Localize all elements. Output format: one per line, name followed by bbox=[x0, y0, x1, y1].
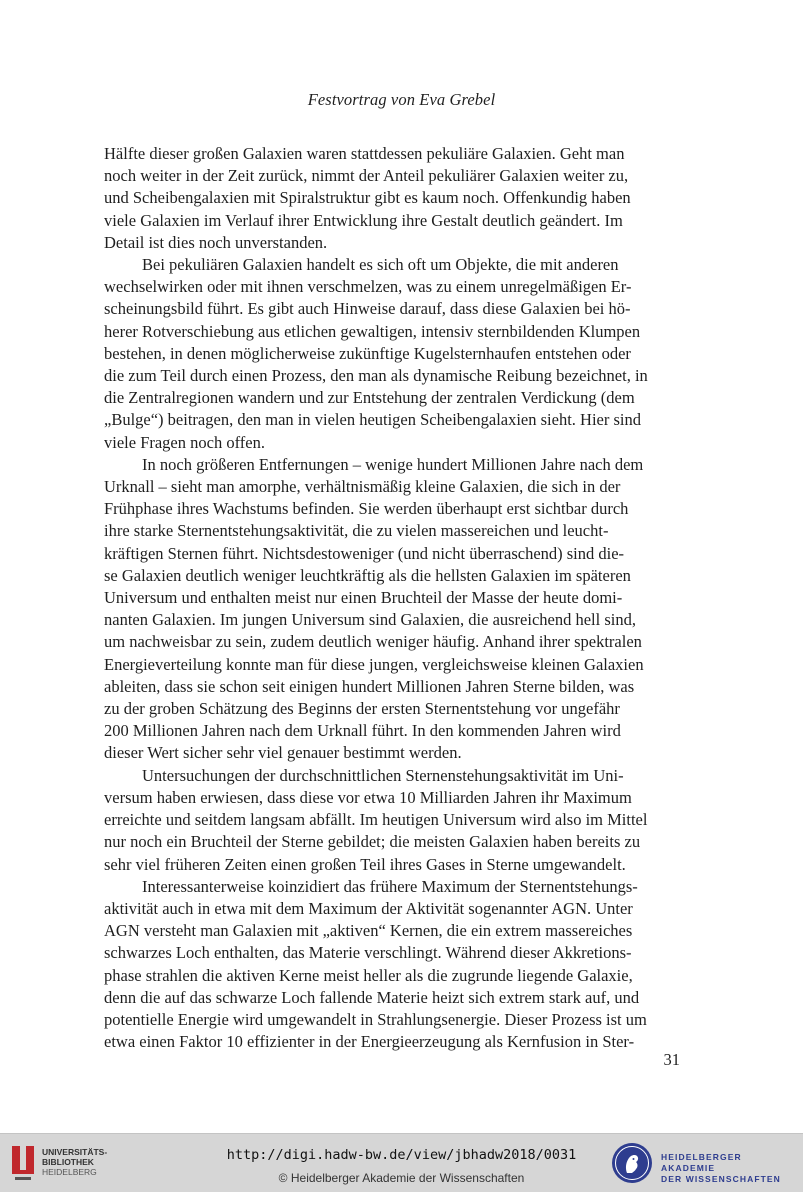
text-line: schwarzes Loch enthalten, das Materie verschlingt. Während dieser Akkretions- bbox=[104, 943, 632, 963]
page-number: 31 bbox=[663, 1050, 680, 1069]
text-line: Urknall – sieht man amorphe, verhältnismäßig kleine Galaxien, die sich in der bbox=[104, 477, 621, 497]
text-line: Frühphase ihres Wachstums befinden. Sie werden überhaupt erst sichtbar durch bbox=[104, 499, 629, 519]
text-line: Interessanterweise koinzidiert das frühere Maximum der Sternentstehungs- bbox=[142, 876, 638, 896]
text-line: 200 Millionen Jahren nach dem Urknall führt. In den kommenden Jahren wird bbox=[104, 721, 621, 741]
copyright-notice: © Heidelberger Akademie der Wissenschaften bbox=[278, 1171, 525, 1185]
text-line: se Galaxien deutlich weniger leuchtkräftig als die hellsten Galaxien im späteren bbox=[104, 565, 631, 585]
text-line: die Zentralregionen wandern und zur Entstehung der zentralen Verdickung (dem bbox=[104, 388, 635, 408]
text-line: viele Galaxien im Verlauf ihrer Entwicklung ihre Gestalt deutlich geändert. Im bbox=[104, 210, 623, 230]
paragraph bbox=[104, 765, 680, 876]
text-line: etwa einen Faktor 10 effizienter in der Energieerzeugung als Kernfusion in Ster- bbox=[104, 1032, 635, 1052]
text-line: um nachweisbar zu sein, zudem deutlich weniger häufig. Anhand ihrer spektralen bbox=[104, 632, 642, 652]
text-line: zu der groben Schätzung des Beginns der ersten Sternentstehung vor ungefähr bbox=[104, 699, 620, 719]
text-line: ableiten, dass sie schon seit einigen hundert Millionen Jahren Sterne bilden, was bbox=[104, 676, 635, 696]
academy-seal-icon bbox=[611, 1142, 653, 1184]
text-line: erreichte und seitdem langsam abfällt. Im heutigen Universum wird also im Mittel bbox=[104, 810, 648, 830]
text-line: Detail ist dies noch unverstanden. bbox=[104, 232, 328, 252]
text-line: nur noch ein Bruchteil der Sterne gebildet; die meisten Galaxien haben bereits zu bbox=[104, 832, 641, 852]
permalink-url[interactable]: http://digi.hadw-bw.de/view/jbhadw2018/0031 bbox=[226, 1147, 577, 1163]
text-line: Untersuchungen der durchschnittlichen Sternenstehungsaktivität im Uni- bbox=[142, 765, 624, 785]
text-line: wechselwirken oder mit ihnen verschmelzen, was zu einem unregelmäßigen Er- bbox=[104, 277, 632, 297]
text-line: versum haben erwiesen, dass diese vor etwa 10 Milliarden Jahren ihr Maximum bbox=[104, 787, 632, 807]
paragraph bbox=[104, 143, 680, 254]
text-line: denn die auf das schwarze Loch fallende Materie heizt sich extrem stark auf, und bbox=[104, 987, 640, 1007]
library-logo-line2: BIBLIOTHEK bbox=[42, 1157, 94, 1167]
text-line: herer Rotverschiebung aus etlichen gewaltigen, intensiv sternbildenden Klumpen bbox=[104, 321, 641, 341]
text-line: scheinungsbild führt. Es gibt auch Hinweise darauf, dass diese Galaxien bei hö- bbox=[104, 299, 631, 319]
text-line: die zum Teil durch einen Prozess, den man als dynamische Reibung bezeichnet, in bbox=[104, 366, 648, 386]
text-line: Energieverteilung konnte man für diese jungen, vergleichsweise kleinen Galaxien bbox=[104, 654, 644, 674]
paragraph bbox=[104, 454, 680, 765]
paragraph bbox=[104, 876, 680, 1054]
text-line: AGN versteht man Galaxien mit „aktiven“ Kernen, die ein extrem massereiches bbox=[104, 921, 633, 941]
text-line: „Bulge“) beitragen, den man in vielen heutigen Scheibengalaxien sieht. Hier sind bbox=[104, 410, 641, 430]
text-line: bestehen, in denen möglicherweise zukünftige Kugelsternhaufen entstehen oder bbox=[104, 343, 631, 363]
text-line: potentielle Energie wird umgewandelt in Strahlungsenergie. Dieser Prozess ist um bbox=[104, 1009, 647, 1029]
text-line: aktivität auch in etwa mit dem Maximum der Aktivität sogenannter AGN. Unter bbox=[104, 898, 633, 918]
text-line: nanten Galaxien. Im jungen Universum sind Galaxien, die ausreichend hell sind, bbox=[104, 610, 636, 630]
text-line: kräftigen Sternen führt. Nichtsdestoweniger (und nicht überraschend) sind die- bbox=[104, 543, 625, 563]
text-line: und Scheibengalaxien mit Spiralstruktur gibt es kaum noch. Offenkundig haben bbox=[104, 188, 631, 208]
library-logo-line3: HEIDELBERG bbox=[42, 1167, 97, 1177]
text-line: Bei pekuliären Galaxien handelt es sich oft um Objekte, die mit anderen bbox=[142, 255, 619, 275]
body-text bbox=[104, 143, 680, 1053]
running-title: Festvortrag von Eva Grebel bbox=[307, 90, 496, 109]
academy-logo[interactable] bbox=[611, 1140, 797, 1186]
text-line: Universum und enthalten meist nur einen Bruchteil der Masse der heute domi- bbox=[104, 588, 623, 608]
text-line: noch weiter in der Zeit zurück, nimmt der Anteil pekuliärer Galaxien weiter zu, bbox=[104, 166, 629, 186]
footer-bar bbox=[0, 1133, 803, 1192]
text-line: Hälfte dieser großen Galaxien waren stattdessen pekuliäre Galaxien. Geht man bbox=[104, 144, 625, 163]
text-line: sehr viel früheren Zeiten einen großen Teil ihres Gases in Sterne umgewandelt. bbox=[104, 854, 626, 874]
text-line: ihre starke Sternentstehungsaktivität, die zu vielen massereichen und leucht- bbox=[104, 521, 609, 541]
text-line: phase strahlen die aktiven Kerne meist heller als die zugrunde liegende Galaxie, bbox=[104, 965, 633, 985]
text-line: In noch größeren Entfernungen – wenige hundert Millionen Jahre nach dem bbox=[142, 454, 644, 474]
text-line: viele Fragen noch offen. bbox=[104, 432, 265, 452]
academy-logo-line1: HEIDELBERGER AKADEMIE bbox=[661, 1152, 742, 1173]
text-line: dieser Wert sicher sehr viel genauer bestimmt werden. bbox=[104, 743, 462, 763]
academy-logo-line2: DER WISSENSCHAFTEN bbox=[661, 1174, 781, 1184]
library-logo-line1: UNIVERSITÄTS- bbox=[42, 1147, 108, 1157]
paragraph bbox=[104, 254, 680, 454]
